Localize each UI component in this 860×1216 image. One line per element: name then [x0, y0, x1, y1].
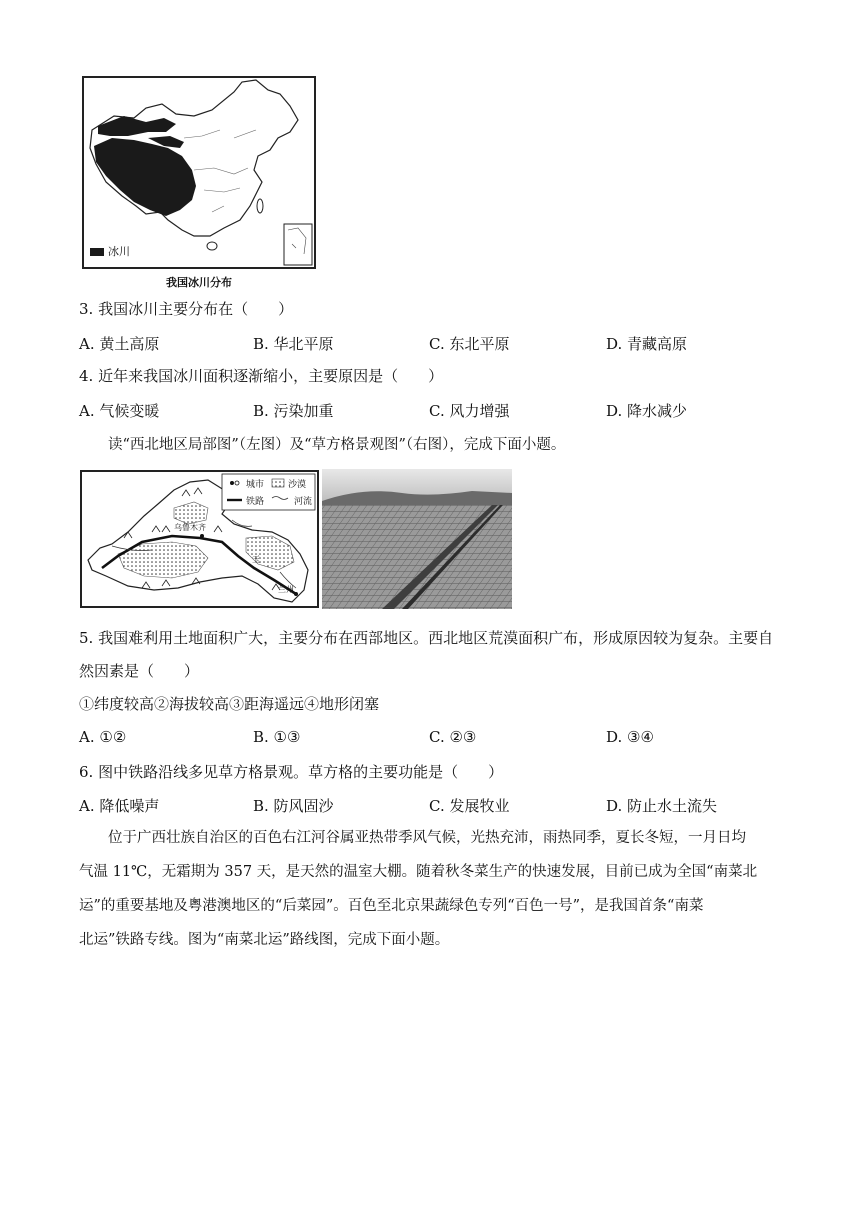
- question-5-statements: ①纬度较高②海拔较高③距海遥远④地形闭塞: [79, 695, 380, 713]
- city-urumqi-dot: [200, 534, 204, 538]
- glacier-qinghai-tibet: [94, 138, 196, 216]
- q4-option-d[interactable]: D. 降水减少: [606, 402, 688, 420]
- legend-city: 城市: [246, 480, 265, 490]
- q6-option-d[interactable]: D. 防止水土流失: [606, 797, 718, 815]
- gurbantunggut-desert: [174, 502, 208, 524]
- glacier-map-figure: [82, 76, 316, 269]
- taiwan-island: [257, 199, 263, 213]
- q4-option-c[interactable]: C. 风力增强: [429, 402, 510, 420]
- question-6: 6. 图中铁路沿线多见草方格景观。草方格的主要功能是（ ）: [79, 763, 504, 781]
- question-4: 4. 近年来我国冰川面积逐渐缩小，主要原因是（ ）: [79, 367, 444, 385]
- q3-option-a[interactable]: A. 黄土高原: [79, 335, 160, 353]
- q3-option-c[interactable]: C. 东北平原: [429, 335, 510, 353]
- checkerboard-photo-art: [322, 469, 512, 609]
- hainan-island: [207, 242, 217, 250]
- northwest-map-figure: [80, 470, 319, 608]
- province-lines: [184, 130, 256, 212]
- passage-line4: 北运”铁路专线。图为“南菜北运”路线图，完成下面小题。: [79, 932, 450, 948]
- passage-line3: 运”的重要基地及粤港澳地区的“后菜园”。百色至北京果蔬绿色专列“百色一号”，是我国首条“南菜: [79, 898, 704, 914]
- q5-option-c[interactable]: C. ②③: [429, 728, 477, 746]
- question-3: 3. 我国冰川主要分布在（ ）: [79, 300, 294, 318]
- q4-option-a[interactable]: A. 气候变暖: [79, 402, 160, 420]
- glacier-map-caption: 我国冰川分布: [166, 276, 232, 289]
- q5-option-d[interactable]: D. ③④: [606, 728, 654, 746]
- grass-checkerboard-photo: [322, 469, 512, 609]
- q5-option-a[interactable]: A. ①②: [79, 728, 127, 746]
- intro-northwest: 读“西北地区局部图”（左图）及“草方格景观图”（右图），完成下面小题。: [108, 437, 566, 453]
- glacier-legend-swatch: [90, 248, 104, 256]
- passage-line1: 位于广西壮族自治区的百色右江河谷属亚热带季风气候，光热充沛，雨热同季，夏长冬短，一月日均: [108, 830, 746, 846]
- q3-option-b[interactable]: B. 华北平原: [253, 335, 334, 353]
- question-5-line1: 5. 我国难利用土地面积广大，主要分布在西部地区。西北地区荒漠面积广布，形成原因较为复杂。主要自: [79, 629, 774, 647]
- question-5-line2: 然因素是（ ）: [79, 662, 200, 680]
- q4-option-b[interactable]: B. 污染加重: [253, 402, 334, 420]
- legend-railway: 铁路: [246, 497, 265, 507]
- label-urumqi: 乌鲁木齐: [174, 523, 206, 532]
- q6-option-b[interactable]: B. 防风固沙: [253, 797, 334, 815]
- q6-option-a[interactable]: A. 降低噪声: [79, 797, 160, 815]
- label-lanzhou: 兰州: [278, 585, 294, 594]
- legend-river: 河流: [294, 497, 313, 507]
- label-yumen: 玉: [252, 555, 260, 564]
- legend-desert: 沙漠: [288, 480, 307, 490]
- china-glacier-map: [84, 78, 314, 267]
- glacier-legend-label: 冰川: [108, 245, 130, 258]
- passage-line2: 气温 11℃，无霜期为 357 天，是天然的温室大棚。随着秋冬菜生产的快速发展，目前已成为全国“南菜北: [79, 864, 758, 880]
- q6-option-c[interactable]: C. 发展牧业: [429, 797, 510, 815]
- q5-option-b[interactable]: B. ①③: [253, 728, 301, 746]
- city-lanzhou-dot: [294, 592, 298, 596]
- q3-option-d[interactable]: D. 青藏高原: [606, 335, 688, 353]
